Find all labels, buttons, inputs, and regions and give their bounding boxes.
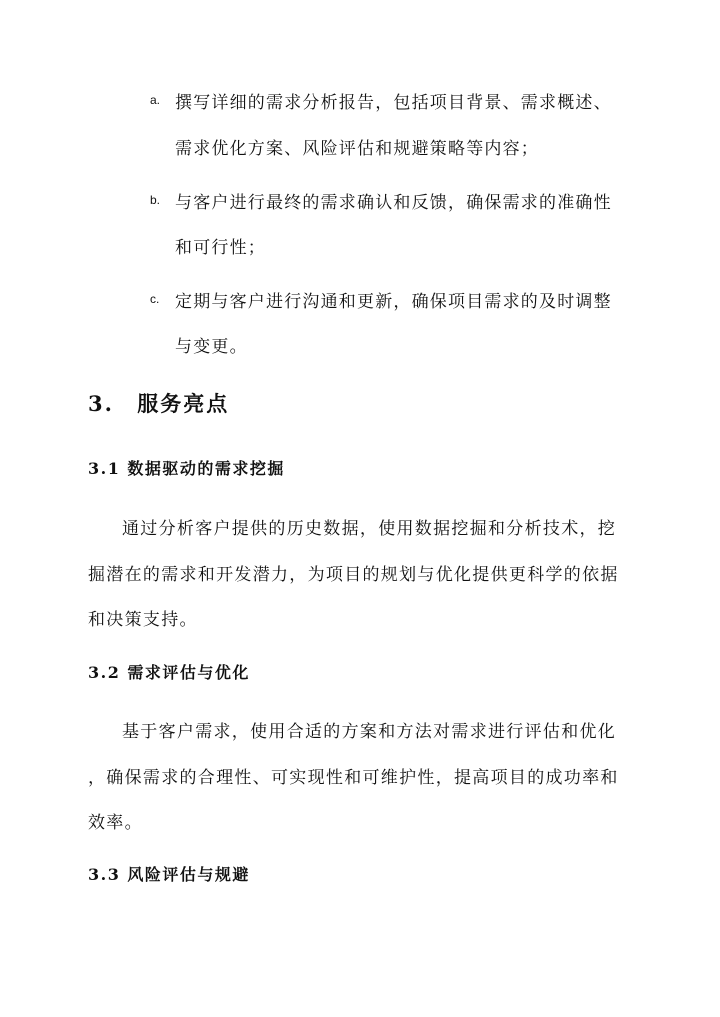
- paragraph-line: ，确保需求的合理性、可实现性和可维护性，提高项目的成功率和: [88, 768, 619, 788]
- list-item-line: 与变更。: [175, 337, 248, 357]
- section-heading: [88, 388, 229, 418]
- list-item-line: 与客户进行最终的需求确认和反馈，确保需求的准确性: [175, 193, 612, 213]
- list-item-line: 需求优化方案、风险评估和规避策略等内容；: [175, 139, 539, 159]
- subsection-heading: 3.1 数据驱动的需求挖掘: [88, 459, 285, 478]
- subsection-heading: 3.3 风险评估与规避: [88, 865, 250, 884]
- list-marker: c.: [150, 292, 160, 306]
- paragraph-line: 效率。: [88, 813, 143, 833]
- list-item-line: 和可行性；: [175, 238, 266, 258]
- subsection-heading: 3.2 需求评估与优化: [88, 663, 250, 682]
- paragraph-line: 掘潜在的需求和开发潜力，为项目的规划与优化提供更科学的依据: [88, 565, 619, 585]
- paragraph-line: 和决策支持。: [88, 610, 198, 630]
- paragraph-line: 基于客户需求，使用合适的方案和方法对需求进行评估和优化: [122, 722, 617, 742]
- paragraph-line: 通过分析客户提供的历史数据，使用数据挖掘和分析技术，挖: [122, 519, 617, 539]
- list-marker: a.: [150, 93, 161, 107]
- list-item-line: 撰写详细的需求分析报告，包括项目背景、需求概述、: [175, 93, 612, 113]
- section-title: 服务亮点: [137, 391, 230, 416]
- list-item-line: 定期与客户进行沟通和更新，确保项目需求的及时调整: [175, 292, 612, 312]
- list-marker: b.: [150, 193, 161, 207]
- section-number: 3.: [88, 391, 114, 416]
